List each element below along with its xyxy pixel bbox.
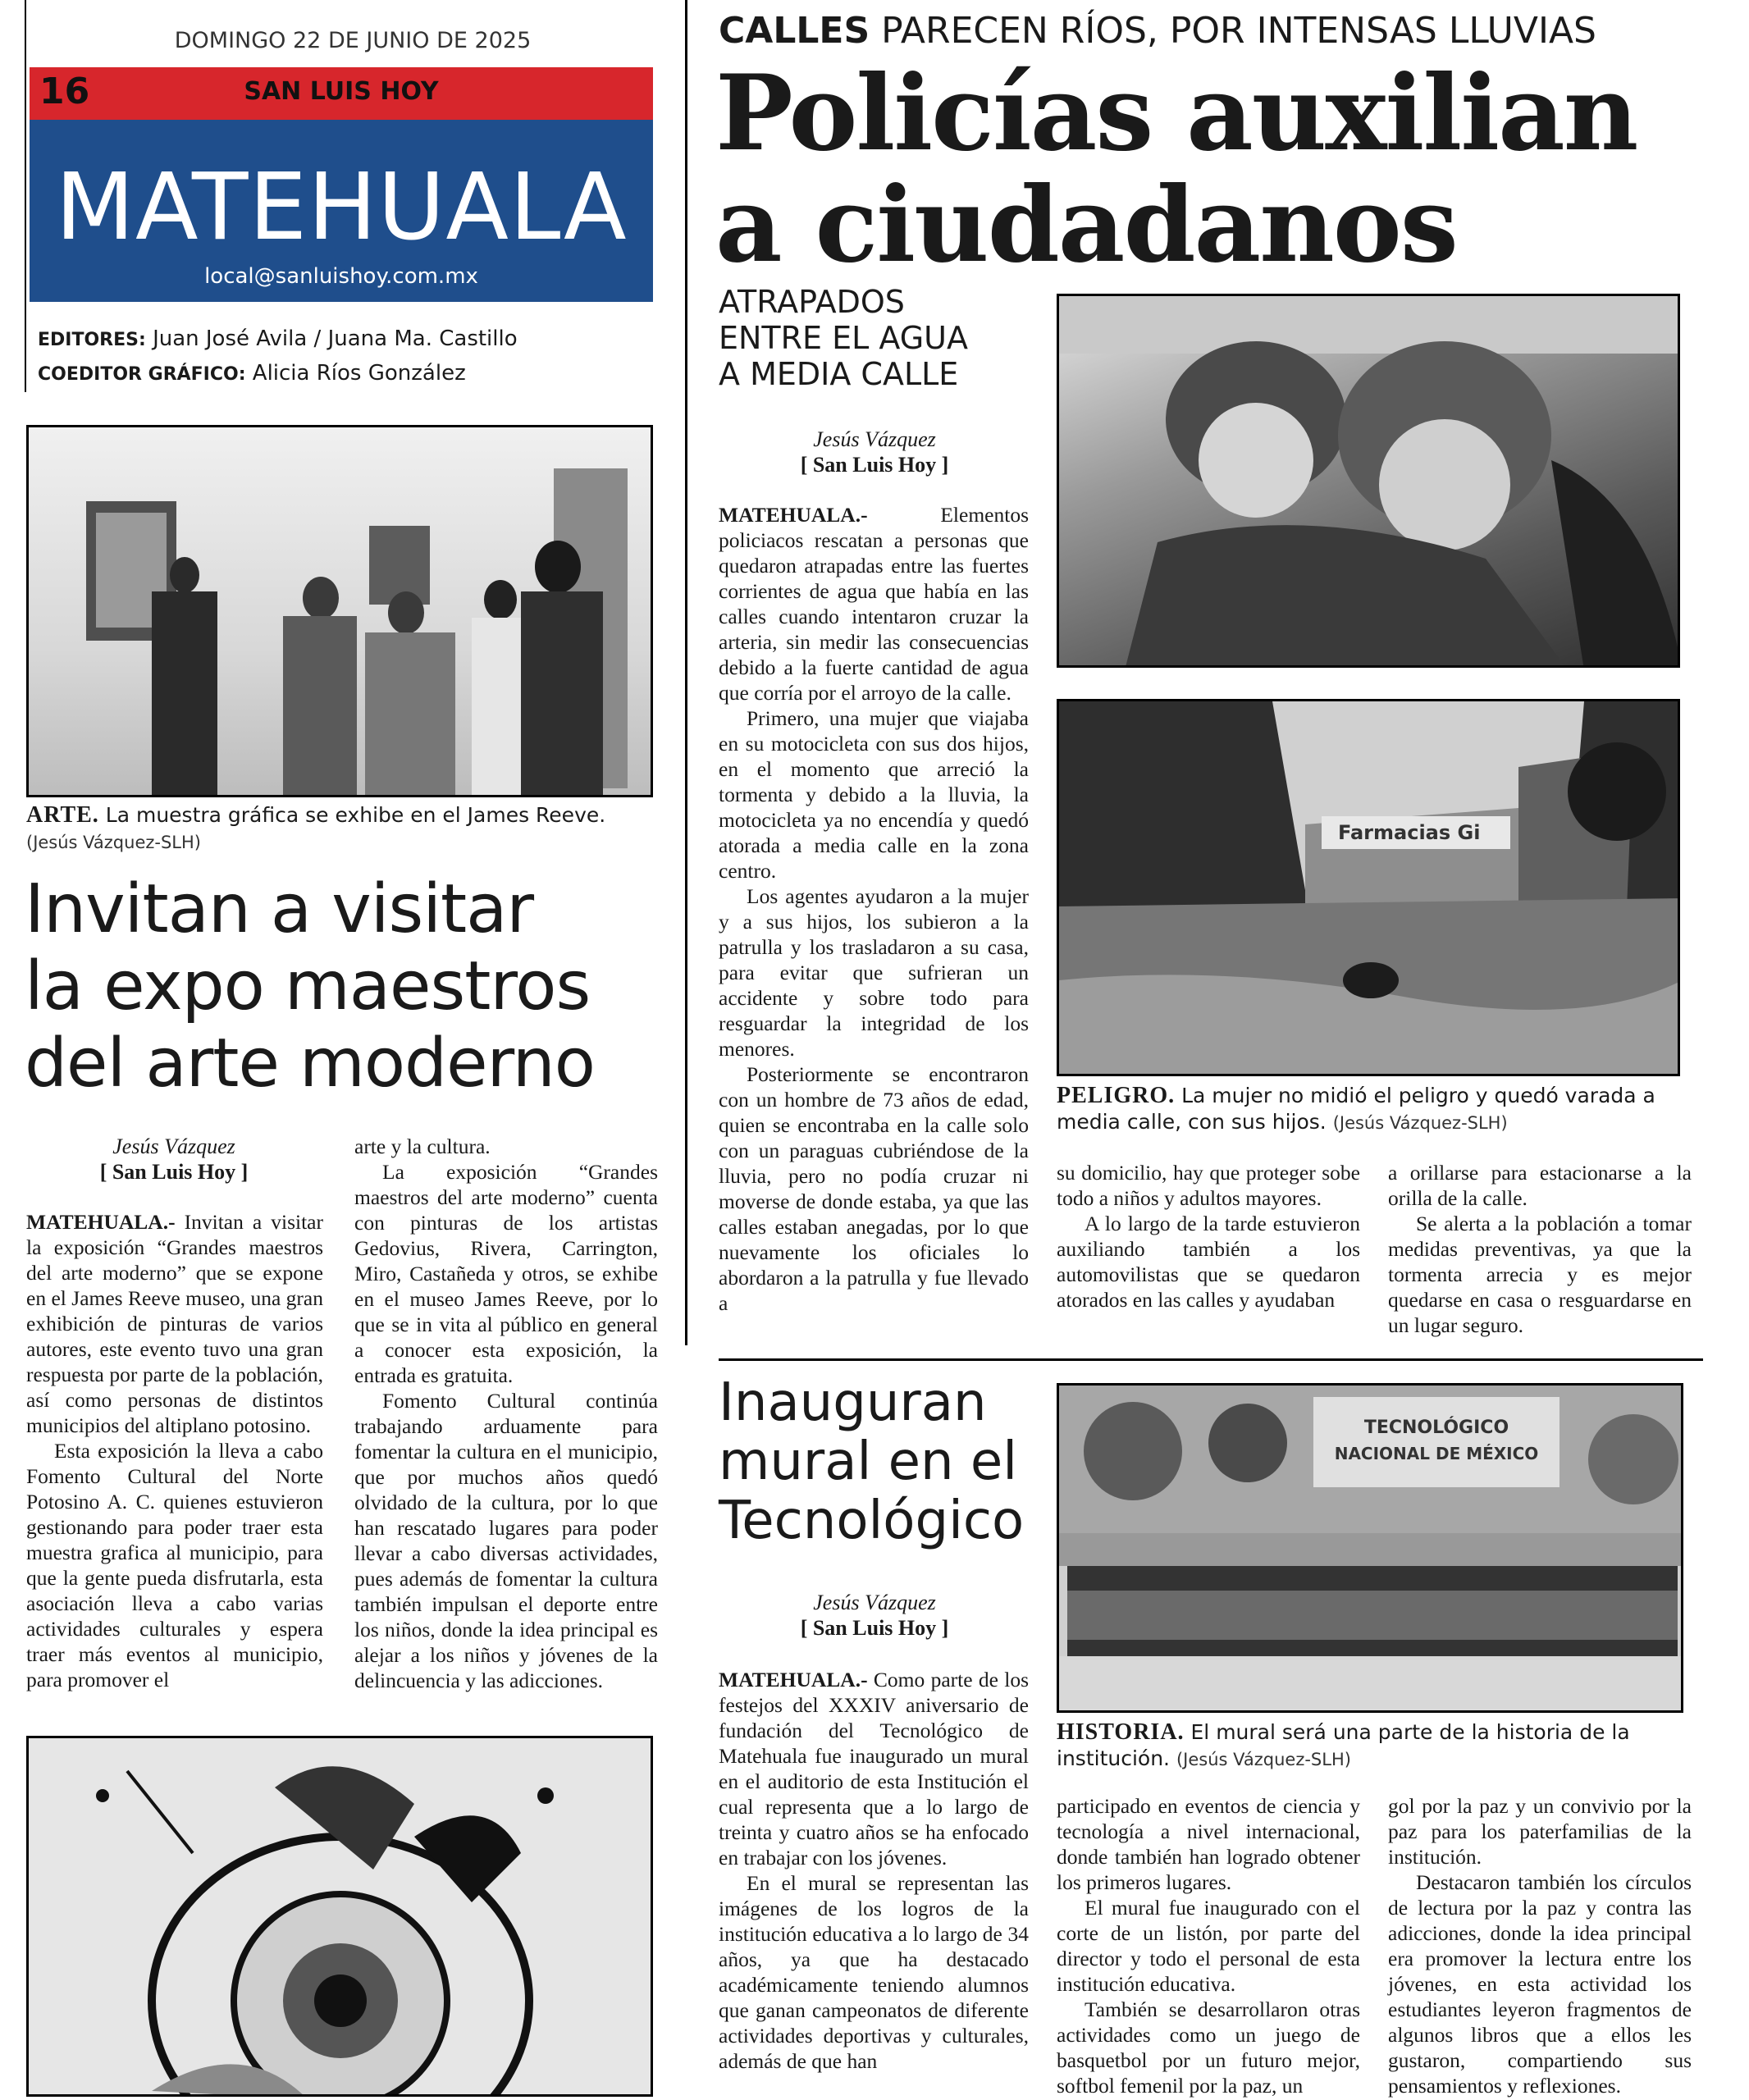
police-column-1 — [719, 502, 1029, 1316]
mural-c3-p1: gol por la paz y un convivio por la paz para los paterfamilias de la institución. — [1388, 1794, 1692, 1869]
police-column-2 — [1057, 1160, 1360, 1312]
art-headline-line1: Invitan a visitar — [25, 870, 534, 948]
editors-label: EDITORES: — [38, 330, 146, 350]
police-kicker — [719, 10, 1596, 52]
byline-org: [ San Luis Hoy ] — [800, 1616, 949, 1640]
photo-flooded-street — [1057, 699, 1680, 1076]
mural-headline-line2: mural en el — [719, 1431, 1017, 1492]
police-c2-p2: A lo largo de la tarde estuvieron auxiliando también a los automovilistas que se quedaron atorados en las calles y ayudaban — [1057, 1212, 1360, 1312]
column-divider — [685, 0, 687, 1345]
kicker-rest: PARECEN RÍOS, POR INTENSAS LLUVIAS — [881, 10, 1596, 52]
photo-children-helmets-drawing — [1059, 296, 1680, 668]
mural-caption — [1057, 1719, 1696, 1773]
photo-mural-drawing — [1059, 1386, 1683, 1713]
editors-names: Juan José Avila / Juana Ma. Castillo — [153, 326, 518, 351]
graphic-editor-label: COEDITOR GRÁFICO: — [38, 364, 246, 385]
police-c3-p2: Se alerta a la población a tomar medidas preventivas, ya que la tormenta arrecia y es mejor quedarse en casa o resguardarse en un lugar seguro. — [1388, 1212, 1692, 1337]
caption-credit: (Jesús Vázquez-SLH) — [26, 833, 201, 852]
mural-column-3 — [1388, 1793, 1692, 2098]
art-headline-line3: del arte moderno — [25, 1025, 595, 1102]
police-c2-p1: su domicilio, hay que proteger sobe todo a niños y adultos mayores. — [1057, 1161, 1360, 1210]
art-p1: Invitan a visitar la exposición “Grandes maestros del arte moderno” que se expone en el James Reeve museo, una gran exhibición de pinturas de varios autores, este evento tuvo una gran respuesta por parte de la población, así como personas de distintos municipios del altiplano potosino. — [26, 1210, 323, 1437]
mural-banner-line2: NACIONAL DE MÉXICO — [1334, 1444, 1539, 1463]
photo-flooded-street-drawing — [1059, 701, 1680, 1076]
photo-miro-drawing — [29, 1738, 653, 2097]
police-c3-p1: a orillarse para estacionarse a la orilla de la calle. — [1388, 1161, 1692, 1210]
mural-paragraph — [719, 1667, 1029, 1870]
byline-org: [ San Luis Hoy ] — [99, 1160, 249, 1184]
art-column-1 — [26, 1209, 323, 1692]
byline-org: [ San Luis Hoy ] — [800, 453, 949, 477]
mural-c2-p1: participado en eventos de ciencia y tecnología a nivel internacional, donde también han logrado obtener los primeros lugares. — [1057, 1794, 1360, 1894]
caption-text: El mural será una parte de la historia de la institución. — [1057, 1720, 1630, 1770]
art-headline-line2: la expo maestros — [25, 947, 591, 1025]
caption-text: La mujer no midió el peligro y quedó varada a media calle, con sus hijos. — [1057, 1084, 1655, 1134]
dateline: MATEHUALA.- — [719, 503, 868, 527]
police-column-3 — [1388, 1160, 1692, 1338]
byline-name: Jesús Vázquez — [112, 1134, 235, 1158]
caption-credit: (Jesús Vázquez-SLH) — [1176, 1750, 1351, 1769]
police-p1: Elementos policiacos rescatan a personas que quedaron atrapadas entre las fuertes corrientes de agua que había en las calles cuando intentaron cruzar la arteria, sin medir las consecuencias debido a la fuerte cantidad de agua que corría por el arroyo de la calle. — [719, 503, 1029, 705]
police-p3: Los agentes ayudaron a la mujer y a sus hijos, los subieron a la patrulla y los trasladaron a su casa, para evitar que sufrieran un accidente y sobre todo para resguardar la integridad de los menores. — [719, 884, 1029, 1061]
art-c2-p1: La exposición “Grandes maestros del arte moderno” cuenta con pinturas de los artistas Gedovius, Rivera, Carrington, Miro, Castañeda y otros, se exhibe en el museo James Reeve, por lo que se in vita al público en general a conocer esta exposición, la entrada es gratuita. — [354, 1160, 658, 1387]
page-number: 16 — [39, 71, 90, 112]
mural-p2: En el mural se representan las imágenes de los logros de la institución educativa a lo largo de 34 años, ya que ha destacado académicamente teniendo alumnos que ganan campeonatos de diferente actividades deportivas y culturales, además de que han — [719, 1871, 1029, 2073]
police-headline-line1: Policías auxilian — [715, 52, 1637, 174]
subhead-line2: ENTRE EL AGUA — [719, 320, 968, 356]
caption-credit: (Jesús Vázquez-SLH) — [1332, 1113, 1508, 1133]
subhead-line1: ATRAPADOS — [719, 284, 905, 320]
graphic-editor-line — [38, 361, 466, 386]
mural-byline — [719, 1590, 1030, 1641]
photo-children-helmets — [1057, 294, 1680, 668]
mural-banner-line1: TECNOLÓGICO — [1363, 1418, 1509, 1438]
publication-name: SAN LUIS HOY — [244, 77, 439, 106]
editors-line — [38, 326, 518, 351]
art-c2-p0: arte y la cultura. — [354, 1134, 491, 1158]
police-byline — [719, 427, 1030, 477]
mural-column-1 — [719, 1667, 1029, 2074]
caption-text: La muestra gráfica se exhibe en el James Reeve. — [105, 803, 606, 827]
section-title: MATEHUALA — [55, 154, 628, 261]
byline-name: Jesús Vázquez — [813, 427, 936, 451]
art-p2: Esta exposición la lleva a cabo Fomento Cultural del Norte Potosino A. C. quienes estuvieron gestionando para poder traer esta muestra grafica al municipio, para que la gente pueda disfrutarla, esta asociación lleva a cabo varias actividades culturales y espera traer más eventos al municipio, para promover el — [26, 1439, 323, 1691]
police-headline — [715, 52, 1637, 285]
art-c2-p2: Fomento Cultural continúa trabajando arduamente para fomentar la cultura en el municipio, que por muchos años quedó olvidado de la cultura, por lo que han rescatado lugares para poder llevar a cabo diversas actividades, pues además de fomentar la cultura también impulsan el deporte entre los niños, donde la idea principal es alejar a los niños y jóvenes de la delincuencia y las adicciones. — [354, 1389, 658, 1692]
art-paragraph — [26, 1209, 323, 1438]
art-caption — [26, 802, 658, 856]
police-subhead — [719, 284, 968, 392]
photo-mural-group — [1057, 1383, 1683, 1713]
mural-headline-line1: Inauguran — [719, 1372, 987, 1433]
dateline: MATEHUALA.- — [719, 1668, 868, 1691]
mural-column-2 — [1057, 1793, 1360, 2098]
mural-c2-p3: También se desarrollaron otras actividades como un juego de basquetbol por un futuro mejor, softbol femenil por la paz, un — [1057, 1997, 1360, 2098]
art-headline — [25, 871, 595, 1102]
mural-c2-p2: El mural fue inaugurado con el corte de un listón, por parte del director y todo el personal de esta institución educativa. — [1057, 1896, 1360, 1996]
police-p2: Primero, una mujer que viajaba en su motocicleta con sus dos hijos, en el momento que arreció la tormenta y debido a la lluvia, la motocicleta ya no encendía y quedó atorada a media calle en la zona centro. — [719, 706, 1029, 883]
photo-miro-painting — [26, 1736, 653, 2097]
section-divider-horizontal — [719, 1358, 1703, 1361]
byline-name: Jesús Vázquez — [813, 1591, 936, 1614]
graphic-editor-name: Alicia Ríos González — [252, 361, 466, 386]
mural-headline — [719, 1373, 1024, 1550]
mural-p1: Como parte de los festejos del XXXIV aniversario de fundación del Tecnológico de Matehuala fue inaugurado un mural en el auditorio de esta Institución el cual representa que a lo largo de treinta y cuatro años se ha enfocado en trabajar con los jóvenes. — [719, 1668, 1029, 1869]
blue-band — [30, 120, 653, 302]
mural-headline-line3: Tecnológico — [719, 1491, 1025, 1551]
masthead-left-rule — [25, 0, 26, 392]
art-byline — [26, 1134, 322, 1185]
section-email: local@sanluishoy.com.mx — [204, 264, 478, 289]
police-headline-line2: a ciudadanos — [715, 164, 1457, 285]
police-paragraph — [719, 502, 1029, 705]
mural-c3-p2: Destacaron también los círculos de lectura por la paz y contra las adicciones, donde la idea principal era promover la lectura entre los jóvenes, en esta actividad los estudiantes leyeron fragmentos de algunos libros que a ellos les gustaron, compartiendo sus pensamientos y reflexiones. — [1388, 1870, 1692, 2098]
red-band — [30, 67, 653, 120]
photo-gallery-drawing — [29, 427, 653, 797]
caption-key: PELIGRO. — [1057, 1083, 1176, 1108]
pharmacy-sign: Farmacias Gi — [1338, 821, 1481, 844]
photo-gallery-visitors — [26, 425, 653, 797]
kicker-bold: CALLES — [719, 10, 870, 52]
caption-key: HISTORIA. — [1057, 1719, 1185, 1745]
caption-key: ARTE. — [26, 802, 99, 828]
dateline: MATEHUALA.- — [26, 1210, 176, 1234]
police-p4: Posteriormente se encontraron con un hombre de 73 años de edad, quien se encontraba en la calle solo con un paraguas cubriéndose de la lluvia, pero no podía cruzar ni moverse de donde estaba, ya que las calles estaban anegadas, por lo que nuevamente los oficiales lo abordaron a la patrulla y fue llevado a — [719, 1062, 1029, 1315]
art-column-2 — [354, 1134, 658, 1693]
issue-date: DOMINGO 22 DE JUNIO DE 2025 — [174, 28, 532, 53]
police-caption — [1057, 1083, 1696, 1136]
subhead-line3: A MEDIA CALLE — [719, 356, 959, 392]
